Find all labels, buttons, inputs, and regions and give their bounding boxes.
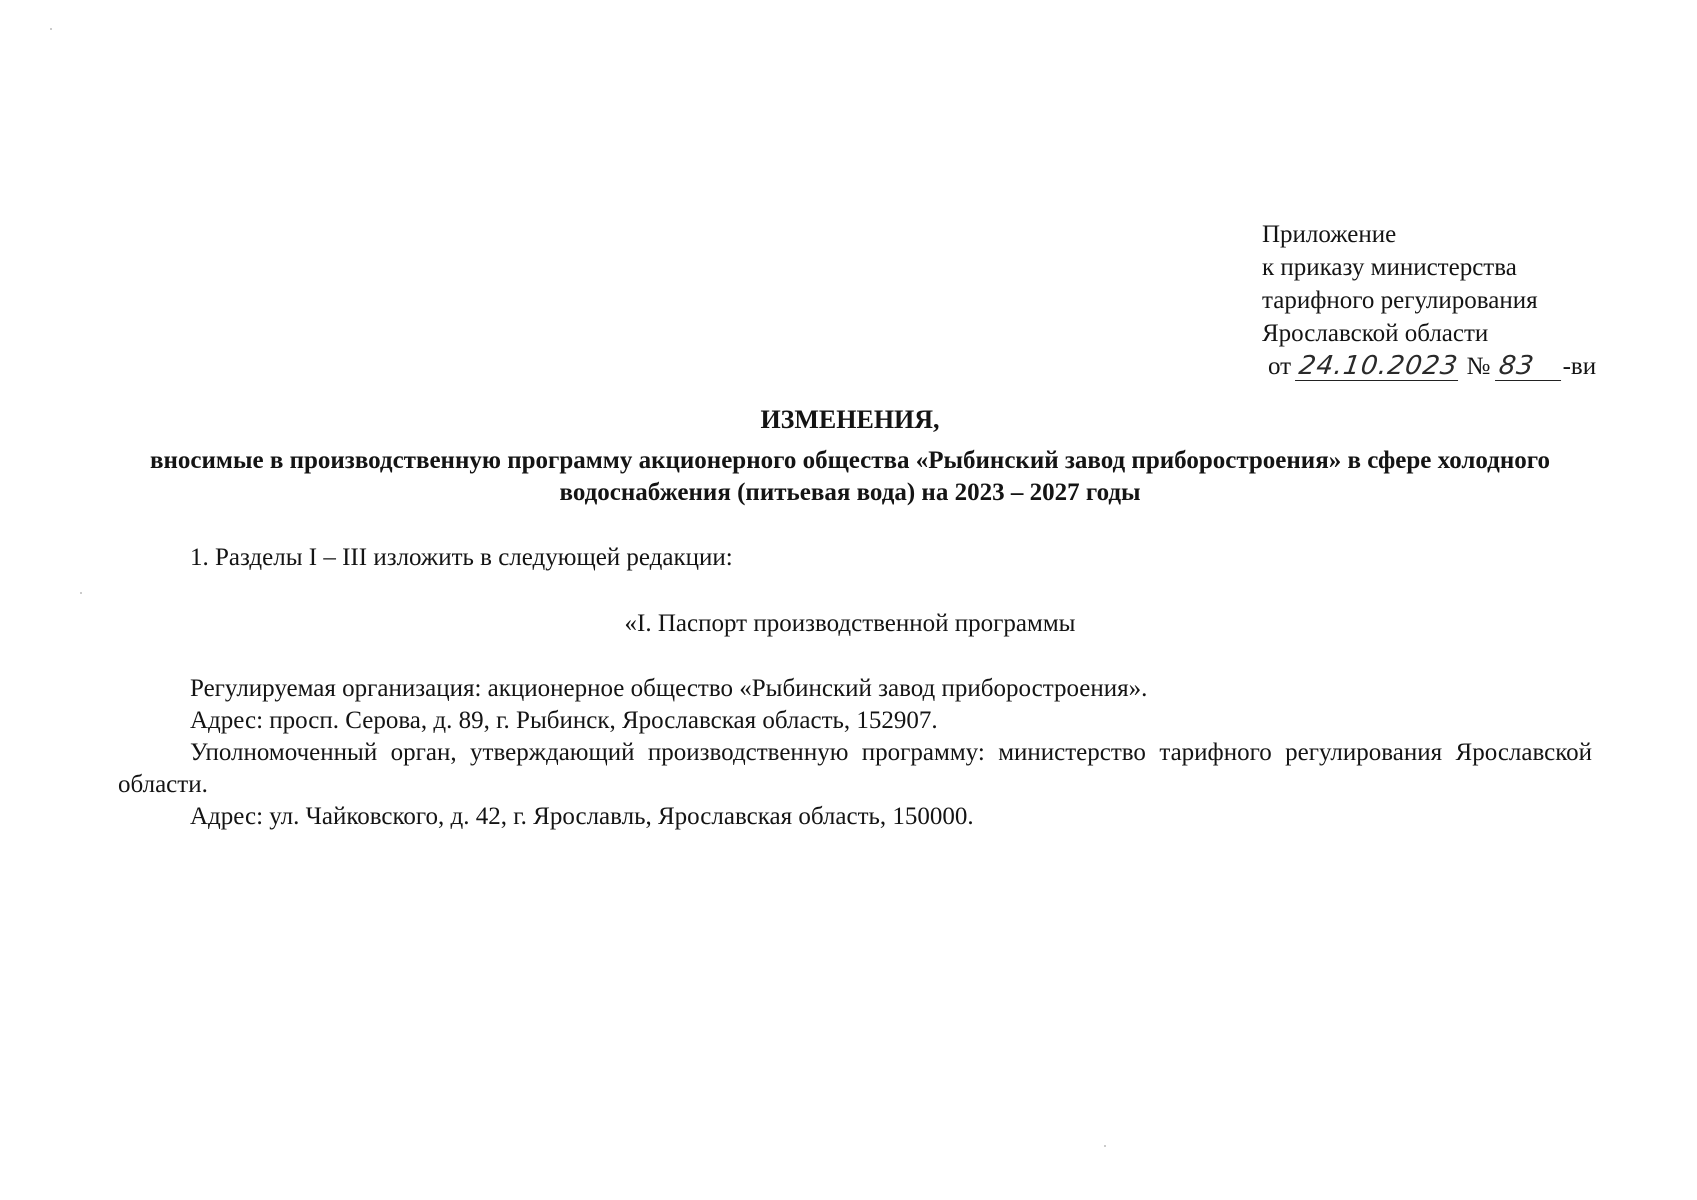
order-prefix: от xyxy=(1268,353,1292,380)
authority-paragraph: Уполномоченный орган, утверждающий производственную программу: министерство тарифного регулирования Ярославской области. xyxy=(118,739,1592,798)
document-subtitle: вносимые в производственную программу акционерного общества «Рыбинский завод приборостроения» в сфере холодного водоснабжения (питьевая вода) на 2023 – 2027 годы xyxy=(150,447,1550,506)
appendix-line: к приказу министерства xyxy=(1262,254,1517,281)
appendix-line: Ярославской области xyxy=(1262,320,1489,347)
appendix-block xyxy=(1262,218,1597,383)
order-number-handwritten: 83 xyxy=(1495,352,1565,381)
order-date-handwritten: 24.10.2023 xyxy=(1297,351,1461,381)
document-title: ИЗМЕНЕНИЯ, xyxy=(760,405,940,434)
organization-line: Регулируемая организация: акционерное общество «Рыбинский завод приборостроения». xyxy=(190,675,1148,702)
order-suffix: -ви xyxy=(1562,353,1597,380)
scan-speck xyxy=(1104,1145,1106,1147)
number-sign: № xyxy=(1466,353,1491,380)
appendix-title: Приложение xyxy=(1262,221,1397,248)
passport-heading: «I. Паспорт производственной программы xyxy=(624,610,1076,637)
scan-speck xyxy=(80,592,82,594)
organization-address: Адрес: просп. Серова, д. 89, г. Рыбинск, Ярославская область, 152907. xyxy=(190,707,938,734)
authority-address: Адрес: ул. Чайковского, д. 42, г. Ярославль, Ярославская область, 150000. xyxy=(190,803,974,830)
sections-clause: 1. Разделы I – III изложить в следующей редакции: xyxy=(190,544,733,571)
order-reference xyxy=(1262,350,1597,383)
scan-speck xyxy=(50,28,52,30)
appendix-line: тарифного регулирования xyxy=(1262,287,1538,314)
